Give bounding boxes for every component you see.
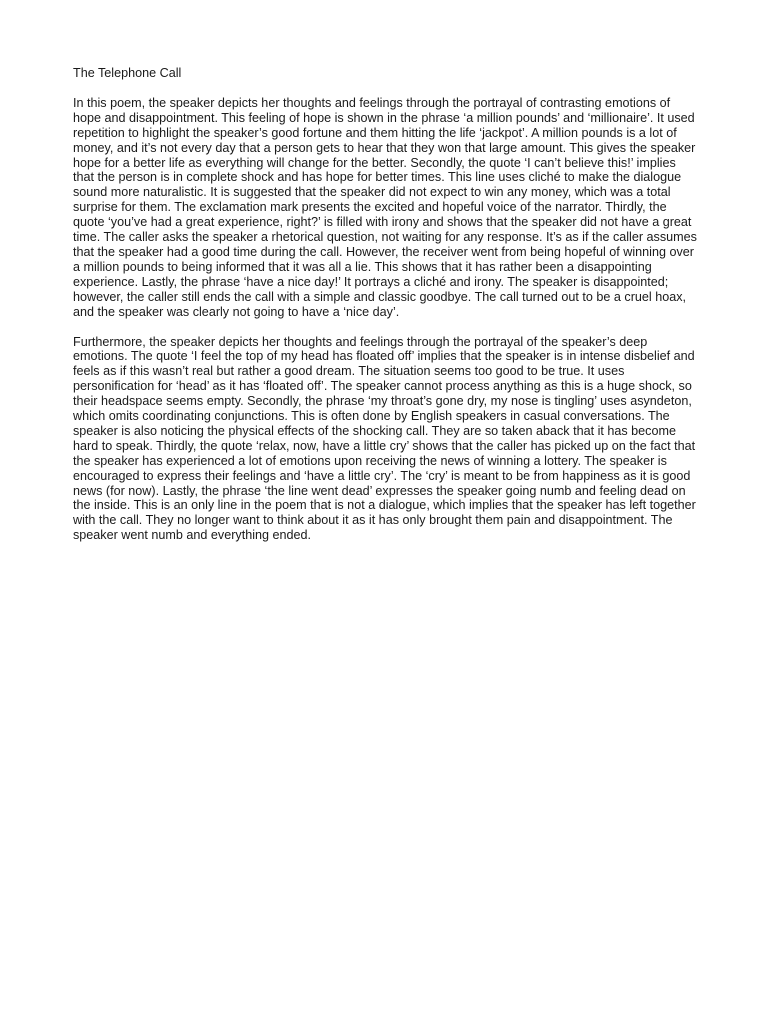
paragraph-hope-disappointment: In this poem, the speaker depicts her thoughts and feelings through the portrayal of contrasting emotions of hope and disappointment. This feeling of hope is shown in the phrase ‘a million pounds’ and ‘millionaire’. It used repetition to highlight the speaker’s good fortune and them hitting the life ‘jackpot’. A million pounds is a lot of money, and it’s not every day that a person gets to hear that they won that large amount. This gives the speaker hope for a better life as everything will change for the better. Secondly, the quote ‘I can’t believe this!’ implies that the person is in complete shock and has hope for better times. This line uses cliché to make the dialogue sound more naturalistic. It is suggested that the speaker did not expect to win any money, which was a total surprise for them. The exclamation mark presents the excited and hopeful voice of the narrator. Thirdly, the quote ‘you’ve had a great experience, right?’ is filled with irony and shows that the speaker did not have a great time. The caller asks the speaker a rhetorical question, not waiting for any response. It’s as if the caller assumes that the speaker had a good time during the call. However, the receiver went from being hopeful of winning over a million pounds to being informed that it was all a lie. This shows that it has rather been a disappointing experience. Lastly, the phrase ‘have a nice day!’ It portrays a cliché and irony. The speaker is disappointed; however, the caller still ends the call with a simple and classic goodbye. The call turned out to be a cruel hoax, and the speaker was clearly not going to have a ‘nice day’. (73, 95, 697, 319)
document-title: The Telephone Call (73, 66, 182, 80)
paragraph-deep-emotions: Furthermore, the speaker depicts her thoughts and feelings through the portrayal of the speaker’s deep emotions. The quote ‘I feel the top of my head has floated off’ implies that the speaker is in intense disbelief and feels as if this wasn’t real but rather a good dream. The situation seems too good to be true. It uses personification for ‘head’ as it has ‘floated off’. The speaker cannot process anything as this is a huge shock, so their headspace seems empty. Secondly, the phrase ‘my throat’s gone dry, my nose is tingling’ uses asyndeton, which omits coordinating conjunctions. This is often done by English speakers in casual conversations. The speaker is also noticing the physical effects of the shocking call. They are so taken aback that it has become hard to speak. Thirdly, the quote ‘relax, now, have a little cry’ shows that the caller has picked up on the fact that the speaker has experienced a lot of emotions upon receiving the news of winning a lottery. The speaker is encouraged to express their feelings and ‘have a little cry’. The ‘cry’ is meant to be from happiness as it is good news (for now). Lastly, the phrase ‘the line went dead’ expresses the speaker going numb and feeling dead on the inside. This is an only line in the poem that is not a dialogue, which implies that the speaker has left together with the call. They no longer want to think about it as it has only brought them pain and disappointment. The speaker went numb and everything ended. (73, 334, 696, 543)
